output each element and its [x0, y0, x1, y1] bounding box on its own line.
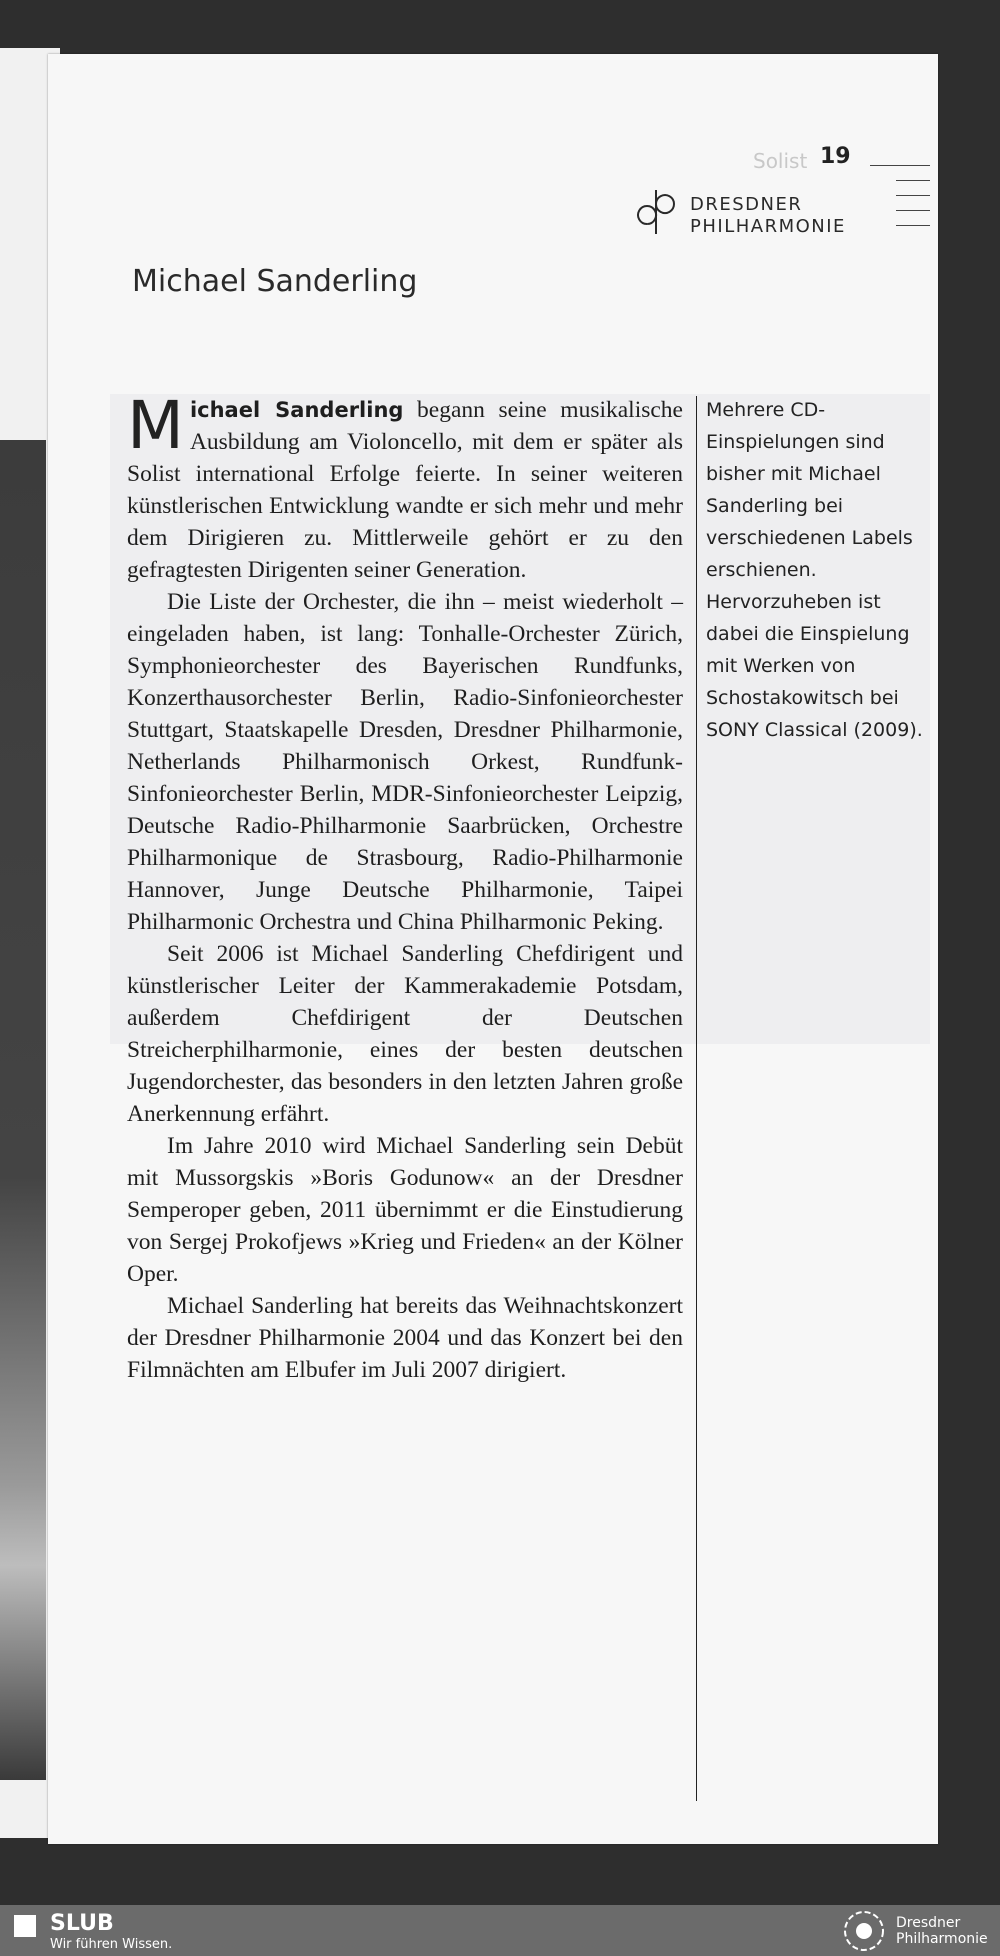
paragraph-2: Die Liste der Orchester, die ihn – meist wiederholt – eingeladen haben, ist lang: Tonhalle-Orchester Zürich, Symphonieorchester des Bayerischen Rundfunks, Konzerthausorchester Berlin, Radio-Sinfonieorchester Stuttgart, Staatskapelle Dresden, Dresdner Philharmonie, Netherlands Philharmonisch Orkest, Rundfunk-Sinfonieorchester Berlin, MDR-Sinfonieorchester Leipzig, Deutsche Radio-Philharmonie Saarbrücken, Orchestre Philharmonique de Strasbourg, Radio-Philharmonie Hannover, Junge Deutsche Philharmonie, Taipei Philharmonic Orchestra und China Philharmonic Peking.: [127, 589, 683, 935]
article-body: [127, 387, 683, 1386]
paragraph-1-text: begann seine musikalische Ausbildung am Violoncello, mit dem er später als Solist international Erfolge feierte. In seiner weiteren künstlerischen Entwicklung wandte er sich mehr und mehr dem Dirigieren zu. Mittlerweile gehört er zu den gefragtesten Dirigenten seiner Generation.: [127, 397, 683, 583]
paragraph-5: Michael Sanderling hat bereits das Weihnachtskonzert der Dresdner Philharmonie 2004 und das Konzert bei den Filmnächten am Elbufer im Juli 2007 dirigiert.: [127, 1293, 683, 1383]
sidebar-paragraph-1: Mehrere CD-Einspielungen sind bisher mit Michael Sanderling bei verschiedenen Labels erschienen.: [706, 399, 913, 581]
partner-line-2: Philharmonie: [896, 1931, 988, 1947]
sidebar-column: [680, 394, 926, 746]
paragraph-3: Seit 2006 ist Michael Sanderling Chefdirigent und künstlerischer Leiter der Kammerakademie Potsdam, außerdem Chefdirigent der Deutschen Streicherphilharmonie, eines der besten deutschen Jugendorchester, das besonders in den letzten Jahren große Anerkennung erfährt.: [127, 941, 683, 1127]
page-number: 19: [820, 144, 851, 169]
slub-tagline: Wir führen Wissen.: [50, 1937, 173, 1952]
logo-line-1: DRESDNER: [690, 194, 803, 215]
partner-name[interactable]: [896, 1915, 988, 1947]
partner-line-1: Dresdner: [896, 1915, 961, 1931]
document-page: [48, 54, 938, 1844]
slub-logo-icon: [14, 1915, 36, 1937]
header-rule: [896, 225, 930, 226]
section-label: Solist: [753, 149, 808, 173]
logo-line-2: PHILHARMONIE: [690, 216, 846, 237]
previous-page-photo: [0, 440, 46, 1780]
header-rule: [870, 165, 930, 166]
dresdner-philharmonie-logo-icon: [633, 186, 675, 238]
slub-name[interactable]: SLUB: [50, 1911, 114, 1936]
article-title: Michael Sanderling: [132, 264, 418, 299]
partner-logo-icon[interactable]: [842, 1909, 886, 1953]
footer-bar: [0, 1905, 1000, 1956]
paragraph-4: Im Jahre 2010 wird Michael Sanderling sein Debüt mit Mussorgskis »Boris Godunow« an der Dresdner Semperoper geben, 2011 übernimmt er die Einstudierung von Sergej Prokofjews »Krieg und Frieden« an der Kölner Oper.: [127, 1133, 683, 1287]
lead-name: ichael Sanderling: [189, 398, 404, 422]
header-rule: [896, 210, 930, 211]
sidebar-paragraph-2: Hervorzuheben ist dabei die Einspielung mit Werken von Schostakowitsch bei SONY Classical (2009).: [706, 591, 923, 741]
logo-text: [690, 194, 846, 238]
drop-cap: M: [127, 387, 184, 464]
header-rule: [896, 180, 930, 181]
paragraph-1: [127, 387, 683, 586]
header-rule: [896, 195, 930, 196]
